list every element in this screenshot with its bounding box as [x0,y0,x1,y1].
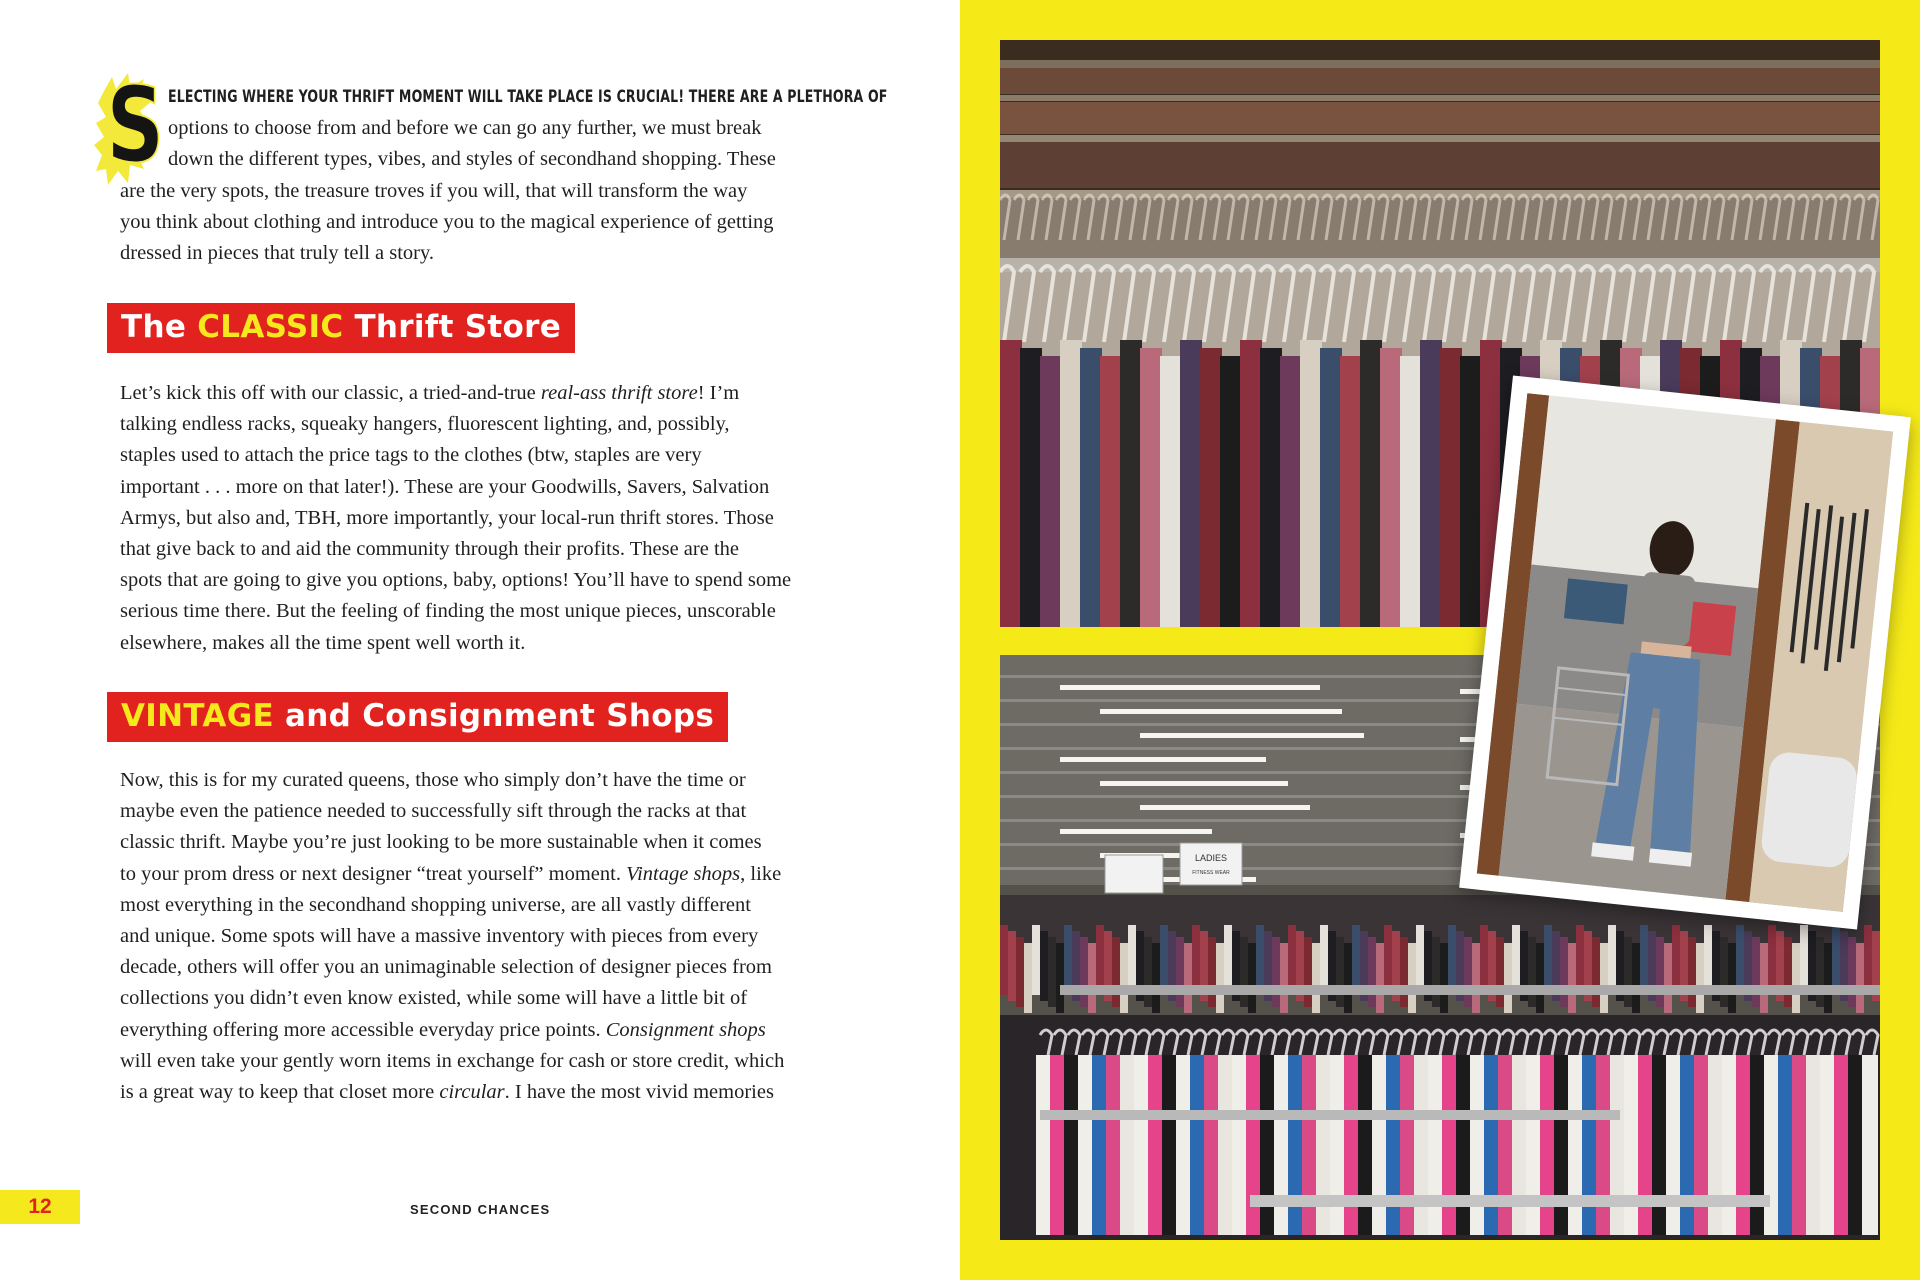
body-line [120,409,850,440]
body-text: is a great way to keep that closet more [120,1081,440,1104]
mirror-selfie-illustration [1477,393,1893,912]
body-line [120,983,850,1014]
sign-label: FITNESS WEAR [1192,870,1230,876]
body-text: that give back to and aid the community through their profits. These are the [120,538,740,561]
body-line [120,796,850,827]
heading-text: Thrift Store [343,309,562,345]
body-line [120,596,850,627]
running-head: SECOND CHANCES [410,1202,551,1217]
heading-text: The [121,309,198,345]
intro-line: are the very spots, the treasure troves if you will, that will transform the way [120,179,748,202]
heading-classic-thrift-store [107,303,575,353]
body-line [120,827,850,858]
body-line [120,378,850,409]
sign-label: LADIES [1194,853,1228,863]
italic-text: Consignment shops [605,1018,766,1041]
body-text: Let’s kick this off with our classic, a tried-and-true [120,382,541,404]
body-text: classic thrift. Maybe you’re just looking to be more sustainable when it comes [120,831,762,854]
dropcap-letter: S [106,64,165,186]
body-line [120,503,850,534]
body-text: . I have the most vivid memories [504,1081,774,1104]
body-text: Now, this is for my curated queens, those who simply don’t have the time or [120,769,746,791]
body-text: elsewhere, makes all the time spent well worth it. [120,631,526,654]
intro-line: options to choose from and before we can go any further, we must break [168,117,762,140]
body-line [120,472,850,503]
vintage-consignment-paragraph [120,765,850,1108]
heading-vintage-consignment [107,692,728,742]
body-text: serious time there. But the feeling of finding the most unique pieces, unscorable [120,600,776,623]
italic-text: real-ass thrift store [540,382,698,404]
body-text: most everything in the secondhand shopping universe, are all vastly different [120,893,751,916]
body-line [120,1077,850,1108]
body-line [120,628,850,659]
body-text: will even take your gently worn items in exchange for cash or store credit, which [120,1049,785,1072]
body-line [120,921,850,952]
body-line [120,1015,850,1046]
dropcap [100,64,165,189]
polaroid-photo [1459,376,1911,930]
body-text: and unique. Some spots will have a massive inventory with pieces from every [120,925,759,948]
intro-paragraph [106,64,888,269]
body-line [120,440,850,471]
intro-first-line: ELECTING WHERE YOUR THRIFT MOMENT WILL TAKE PLACE IS CRUCIAL! THERE ARE A PLETHORA OF [168,87,888,107]
italic-text: Vintage shops [626,862,741,885]
body-text: decade, others will offer you an unimaginable selection of designer pieces from [120,956,772,979]
heading-accent: CLASSIC [197,309,344,345]
heading-text: and Consignment Shops [273,698,715,734]
body-text: to your prom dress or next designer “treat yourself” moment. [120,862,627,885]
body-text: , like [740,862,782,885]
body-line [120,534,850,565]
body-line [120,890,850,921]
intro-line: dressed in pieces that truly tell a story. [120,242,435,265]
store-sign [1180,843,1242,885]
mirror-selfie-photo [1477,393,1893,912]
body-text: staples used to attach the price tags to the clothes (btw, staples are very [120,444,702,467]
body-text: important . . . more on that later!). These are your Goodwills, Savers, Salvation [120,475,770,498]
body-text: everything offering more accessible everyday price points. [120,1018,606,1041]
intro-line: down the different types, vibes, and styles of secondhand shopping. These [168,148,776,171]
body-line [120,565,850,596]
italic-text: circular [439,1081,505,1104]
heading-accent: VINTAGE [121,698,274,734]
body-line [120,1046,850,1077]
body-text: talking endless racks, squeaky hangers, fluorescent lighting, and, possibly, [120,413,730,436]
intro-line: you think about clothing and introduce you to the magical experience of getting [120,210,774,233]
body-line [120,859,850,890]
body-text: Armys, but also and, TBH, more importantly, your local-run thrift stores. Those [120,506,774,529]
body-line [120,765,850,796]
body-text: ! I’m [697,382,740,404]
body-line [120,952,850,983]
page-number: 12 [0,1190,80,1224]
classic-thrift-paragraph [120,378,850,659]
body-text: collections you didn’t even know existed, while some will have a little bit of [120,987,748,1010]
body-text: spots that are going to give you options, baby, options! You’ll have to spend some [120,569,792,592]
body-text: maybe even the patience needed to successfully sift through the racks at that [120,800,747,823]
right-page [960,0,1920,1280]
